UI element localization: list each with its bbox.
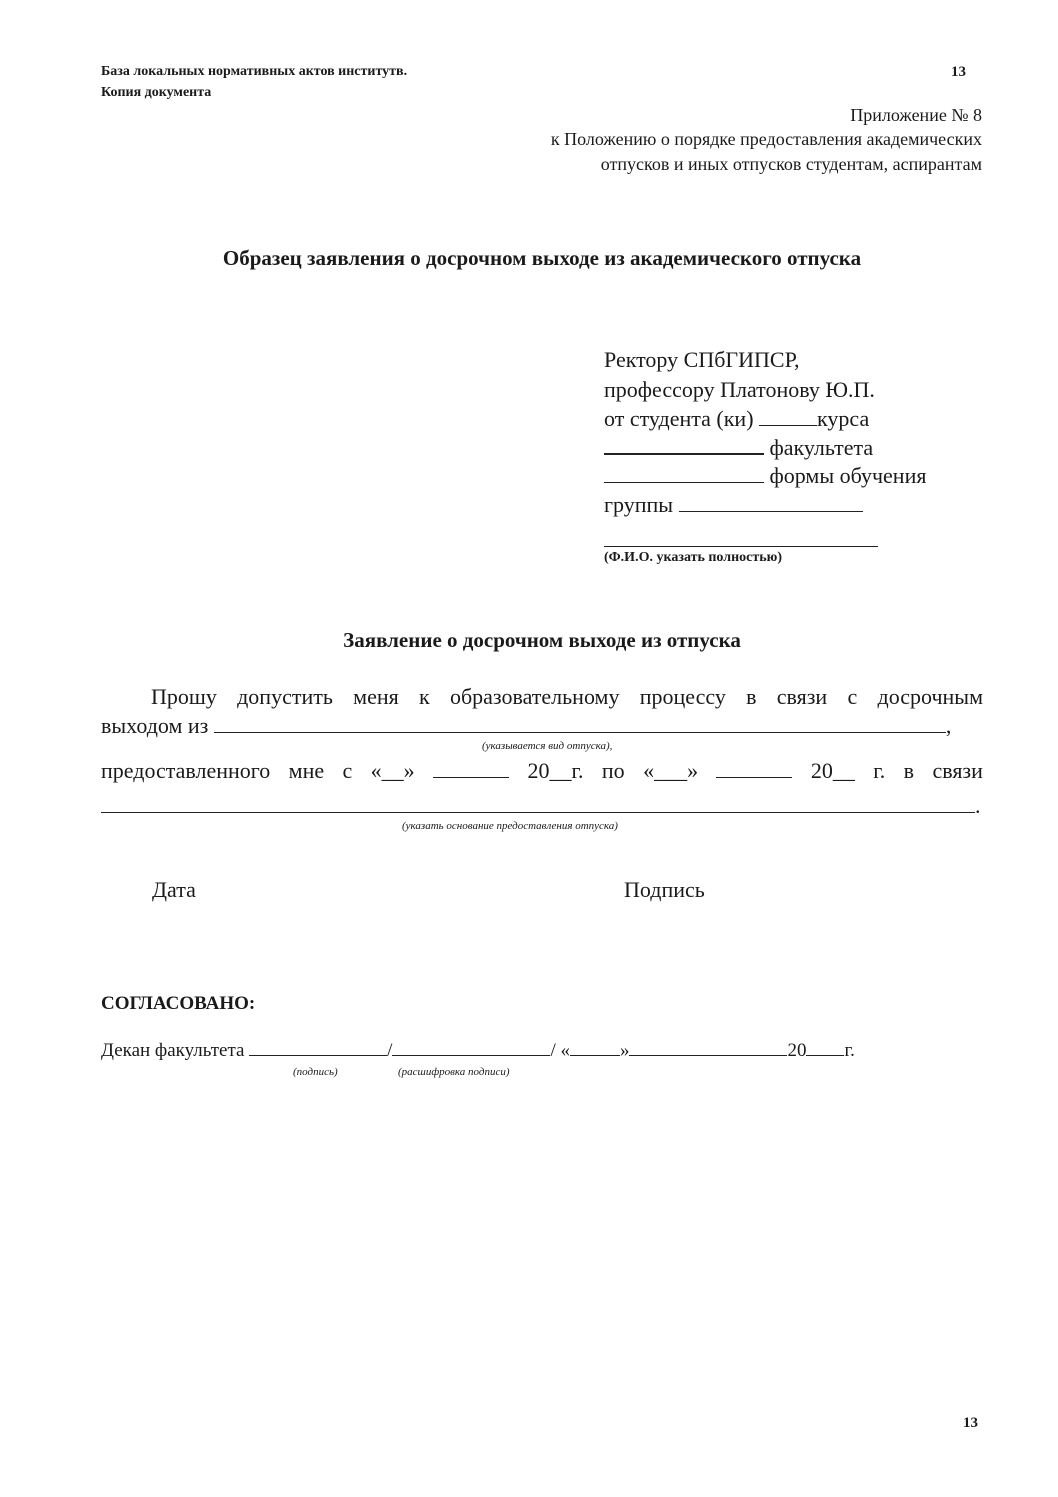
appendix-scope-line: отпусков и иных отпусков студентам, аспирантам [600,154,982,174]
approval-heading: СОГЛАСОВАНО: [101,993,256,1014]
header-institution-line: База локальных нормативных актов институтв. [101,64,408,79]
page-number-top: 13 [951,64,966,80]
until-word: по [601,758,625,783]
approval-day-blank[interactable] [570,1055,620,1056]
approval-month-blank[interactable] [629,1055,787,1056]
decoding-caption: (расшифровка подписи) [398,1066,510,1078]
study-form-label: формы обучения [769,463,927,488]
granted-word: предоставленного [101,758,271,783]
faculty-label: факультета [769,435,874,460]
start-year-blank[interactable]: 20__г. [527,758,584,783]
statement-line-4 [101,793,981,819]
exit-from-label: выходом из [101,713,209,738]
period: . [975,793,981,818]
quote-open: « [560,1040,570,1061]
leave-type-blank[interactable] [214,732,946,733]
year-suffix: г. [844,1040,855,1061]
connection-word: связи [932,758,983,783]
faculty-blank[interactable] [604,453,764,455]
group-blank[interactable] [679,511,863,512]
study-form-blank[interactable] [604,482,764,483]
from-student-line [604,406,869,432]
year-prefix: 20 [787,1040,807,1061]
dean-name-blank[interactable] [392,1055,550,1056]
comma: , [945,713,952,738]
faculty-line [604,435,873,461]
approval-year-blank[interactable] [806,1055,844,1056]
course-blank[interactable] [759,425,817,426]
start-month-blank[interactable] [433,777,509,778]
statement-line-3 [101,758,983,784]
date-label: Дата [152,877,196,902]
statement-heading: Заявление о досрочном выходе из отпуска [343,628,741,652]
appendix-number: Приложение № 8 [850,105,982,125]
signature-caption: (подпись) [293,1066,338,1078]
signature-label: Подпись [624,877,705,902]
in-word: в [903,758,915,783]
appendix-regulation-line: к Положению о порядке предоставления академических [550,129,982,149]
addressee-professor: профессору Платонову Ю.П. [604,377,875,402]
page-number-bottom: 13 [963,1415,978,1431]
slash-separator-1: / [387,1040,393,1061]
from-student-label: от студента (ки) [604,406,754,431]
dean-line [101,1040,855,1062]
statement-line-2 [101,713,951,739]
quote-close: » [619,1040,630,1061]
reason-caption: (указать основание предоставления отпуска) [402,820,618,832]
course-label: курса [817,406,870,431]
statement-line-1: Прошу допустить меня к образовательному процессу в связи с досрочным [151,684,983,709]
study-form-line [604,463,926,489]
reason-blank[interactable] [101,812,975,813]
leave-type-caption: (указывается вид отпуска), [482,740,613,752]
dean-signature-blank[interactable] [249,1055,387,1056]
addressee-rector: Ректору СПбГИПСР, [604,347,800,372]
group-line [604,492,863,518]
year-abbrev: г. [873,758,886,783]
page-title: Образец заявления о досрочном выходе из академического отпуска [222,246,862,270]
end-day-blank[interactable]: «___» [643,758,699,783]
slash-separator-2: / [550,1040,556,1061]
to-me-word: мне [288,758,325,783]
dean-label: Декан факультета [101,1040,245,1061]
from-word: с [342,758,353,783]
fio-blank[interactable] [604,546,878,547]
end-year-blank[interactable]: 20__ [810,758,855,783]
fio-caption: (Ф.И.О. указать полностью) [604,550,783,565]
group-label: группы [604,492,674,517]
header-copy-line: Копия документа [101,85,212,100]
start-day-blank[interactable]: «__» [370,758,415,783]
end-month-blank[interactable] [716,777,792,778]
